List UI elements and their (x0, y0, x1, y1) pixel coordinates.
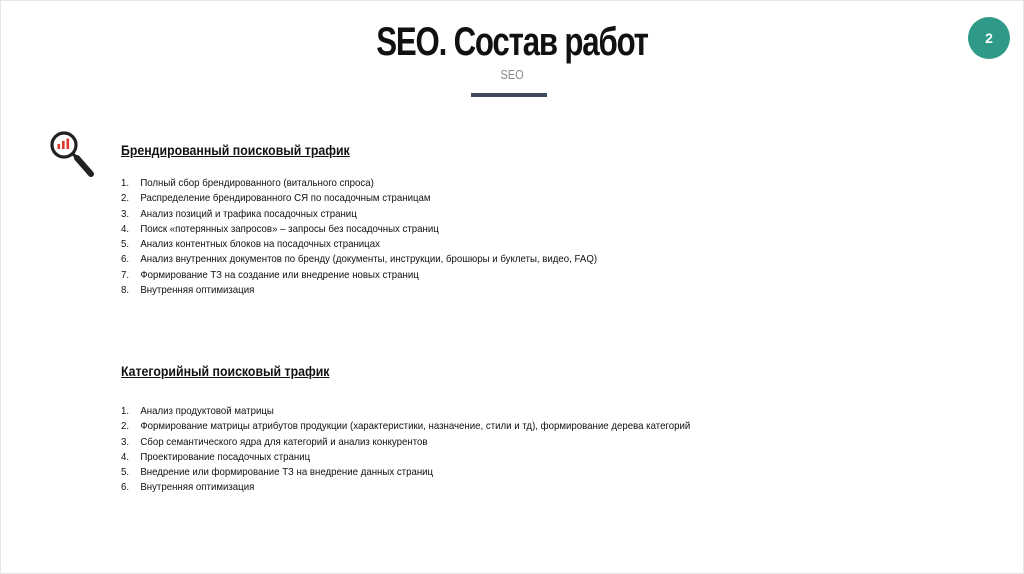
list-item: 3. Сбор семантического ядра для категорий и анализ конкурентов (121, 435, 428, 448)
page-number-badge: 2 (968, 17, 1010, 59)
list-item: 8. Внутренняя оптимизация (121, 284, 255, 297)
list-item: 1. Полный сбор брендированного (витального спроса) (121, 177, 374, 189)
list-item: 2. Формирование матрицы атрибутов продукции (характеристики, назначение, стили и тд), формирование дерева категорий (121, 420, 691, 433)
section-heading-branded: Брендированный поисковый трафик (121, 142, 350, 158)
magnifier-chart-icon (47, 130, 97, 180)
slide-subtitle: SEO (500, 67, 524, 82)
list-item: 4. Поиск «потерянных запросов» – запросы без посадочных страниц (121, 222, 439, 235)
branded-work-list (121, 176, 597, 298)
list-item: 5. Внедрение или формирование ТЗ на внедрение данных страниц (121, 466, 434, 479)
title-underline-rule (471, 93, 547, 97)
list-item: 5. Анализ контентных блоков на посадочных страницах (121, 238, 380, 251)
section-heading-category: Категорийный поисковый трафик (121, 363, 330, 379)
list-item: 4. Проектирование посадочных страниц (121, 450, 311, 463)
list-item: 6. Анализ внутренних документов по бренду (документы, инструкции, брошюры и буклеты, видео, FAQ) (121, 253, 598, 266)
list-item: 3. Анализ позиций и трафика посадочных страниц (121, 207, 357, 220)
list-item: 6. Внутренняя оптимизация (121, 481, 255, 494)
list-item: 7. Формирование ТЗ на создание или внедрение новых страниц (121, 268, 419, 281)
list-item: 2. Распределение брендированного СЯ по посадочным страницам (121, 192, 431, 205)
category-work-list (121, 404, 690, 496)
list-item: 1. Анализ продуктовой матрицы (121, 405, 274, 417)
slide-title: SEO. Состав работ (376, 20, 648, 64)
